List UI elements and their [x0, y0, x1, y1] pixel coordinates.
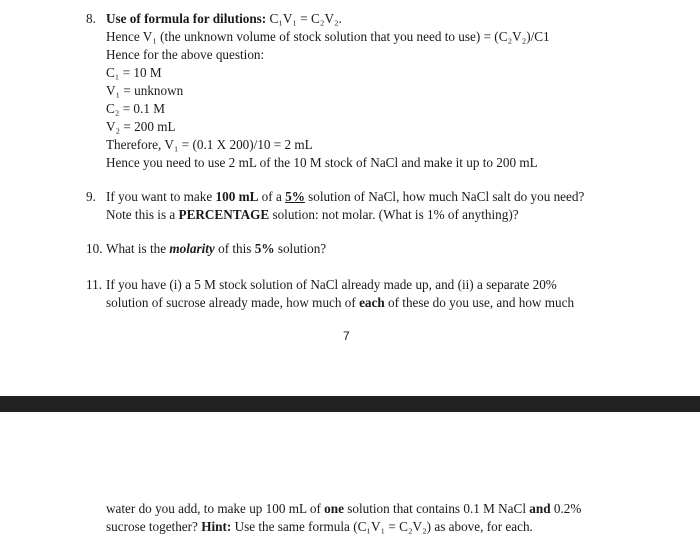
q9-bold-volume: 100 mL: [215, 189, 259, 204]
q8-line-8: Hence you need to use 2 mL of the 10 M stock of NaCl and make it up to 200 mL: [106, 155, 538, 170]
q8-line-6: V₂ = 200 mL: [106, 119, 176, 134]
q9-number: 9.: [86, 189, 96, 204]
q8-line-7: Therefore, V₁ = (0.1 X 200)/10 = 2 mL: [106, 137, 313, 152]
q10-bold-molarity: molarity: [169, 241, 215, 256]
q8-heading-formula: C₁V₁ = C₂V₂.: [266, 11, 342, 26]
q9-bold-percent: 5%: [285, 189, 305, 204]
q10-text-a: What is the: [106, 241, 170, 256]
q11-line-1: If you have (i) a 5 M stock solution of NaCl already made up, and (ii) a separate 20%: [106, 277, 557, 292]
q11-text-f: sucrose together?: [106, 519, 202, 534]
q9-text-e: solution: not molar. (What is 1% of anything)?: [269, 207, 519, 222]
q8-heading: [106, 10, 342, 27]
q9-text-c: solution of NaCl, how much NaCl salt do you need?: [304, 189, 585, 204]
q11-line-2: [106, 294, 574, 311]
q9-bold-percentage: PERCENTAGE: [178, 207, 270, 222]
q11-bold-hint: Hint:: [201, 519, 232, 534]
q8-heading-bold: Use of formula for dilutions:: [106, 11, 267, 26]
q9-line-2: [106, 206, 519, 223]
q10-number: 10.: [86, 241, 103, 256]
q11-text-a: solution of sucrose already made, how much of: [106, 295, 360, 310]
q9-line-1: [106, 188, 584, 205]
q11-bold-and: and: [529, 501, 551, 516]
q11-line-3: [106, 500, 581, 517]
q11-text-g: Use the same formula (C₁V₁ = C₂V₂) as above, for each.: [231, 519, 533, 534]
q11-text-b: of these do you use, and how much: [384, 295, 575, 310]
q10-text-b: of this: [214, 241, 255, 256]
q11-bold-one: one: [324, 501, 344, 516]
q10-text-c: solution?: [274, 241, 327, 256]
q8-line-5: C₂ = 0.1 M: [106, 101, 165, 116]
q9-text-d: Note this is a: [106, 207, 179, 222]
q11-number: 11.: [86, 277, 102, 292]
q11-bold-each: each: [359, 295, 385, 310]
q8-line-2: Hence for the above question:: [106, 47, 265, 62]
q9-text-b: of a: [258, 189, 286, 204]
q8-line-3: C₁ = 10 M: [106, 65, 162, 80]
q10-line: [106, 240, 326, 257]
q11-line-4: [106, 518, 533, 535]
q11-text-d: solution that contains 0.1 M NaCl: [343, 501, 530, 516]
q11-text-c: water do you add, to make up 100 mL of: [106, 501, 325, 516]
q8-line-1: Hence V₁ (the unknown volume of stock solution that you need to use) = (C₂V₂)/C1: [106, 29, 550, 44]
page-number: 7: [343, 329, 350, 343]
page-break-divider: [0, 396, 700, 412]
q8-number: 8.: [86, 11, 96, 26]
q10-bold-percent: 5%: [254, 241, 275, 256]
q9-text-a: If you want to make: [106, 189, 216, 204]
q11-text-e: 0.2%: [550, 501, 582, 516]
q8-line-4: V₁ = unknown: [106, 83, 184, 98]
